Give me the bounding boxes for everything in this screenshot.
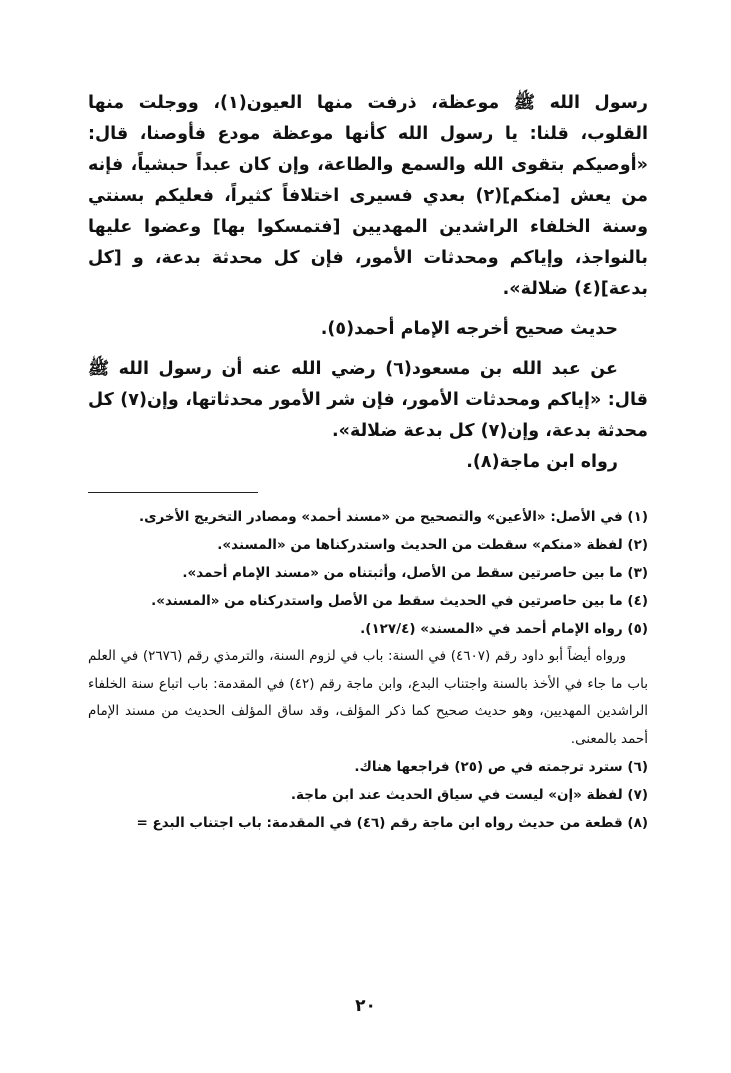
hadith-paragraph-2: عن عبد الله بن مسعود(٦) رضي الله عنه أن رسول الله ﷺ قال: «إياكم ومحدثات الأمور، فإن شر الأمور محدثاتها، وإن(٧) كل محدثة بدعة، وإن(٧) كل بدعة ضلالة». bbox=[88, 359, 649, 441]
footnote-7: (٧) لفظة «إن» ليست في سياق الحديث عند ابن ماجة. bbox=[290, 787, 648, 803]
footnote-1: (١) في الأصل: «الأعين» والتصحيح من «مسند أحمد» ومصادر التخريج الأخرى. bbox=[139, 509, 648, 525]
footnote-2: (٢) لفظة «منكم» سقطت من الحديث واستدركناها من «المسند». bbox=[217, 537, 648, 553]
footnote-separator bbox=[88, 492, 258, 493]
footnotes bbox=[88, 503, 648, 837]
footnote-5: (٥) رواه الإمام أحمد في «المسند» (١٢٧/٤). bbox=[360, 621, 648, 637]
page-body bbox=[88, 88, 648, 837]
footnote-6: (٦) سترد ترجمته في ص (٢٥) فراجعها هناك. bbox=[354, 759, 648, 775]
page-number: ٢٠ bbox=[355, 996, 376, 1016]
hadith-paragraph-1: رسول الله ﷺ موعظة، ذرفت منها العيون(١)، ووجلت منها القلوب، قلنا: يا رسول الله كأنها موعظة مودع فأوصنا، قال: «أوصيكم بتقوى الله والسمع والطاعة، وإن كان عبداً حبشياً، فإنه من يعش [منكم](٢) بعدي فسيرى اختلافاً كثيراً، فعليكم بسنتي وسنة الخلفاء الراشدين المهديين [فتمسكوا بها] وعضوا عليها بالنواجذ، وإياكم ومحدثات الأمور، فإن كل محدثة بدعة، و [كل بدعة](٤) ضلالة». bbox=[88, 93, 649, 299]
footnote-8: (٨) قطعة من حديث رواه ابن ماجة رقم (٤٦) في المقدمة: باب اجتناب البدع = bbox=[136, 815, 648, 831]
main-text bbox=[88, 88, 648, 478]
footnote-3: (٣) ما بين حاصرتين سقط من الأصل، وأثبتناه من «مسند الإمام أحمد». bbox=[182, 565, 648, 581]
footnote-5-detail: ورواه أيضاً أبو داود رقم (٤٦٠٧) في السنة: باب في لزوم السنة، والترمذي رقم (٢٦٧٦) في العلم باب ما جاء في الأخذ بالسنة واجتناب البدع، وابن ماجة رقم (٤٢) في المقدمة: باب اتباع سنة الخلفاء الراشدين المهديين، وهو حديث صحيح كما ذكر المؤلف، وقد ساق المؤلف الحديث من مسند الإمام أحمد بالمعنى. bbox=[88, 648, 648, 747]
hadith-source: رواه ابن ماجة(٨). bbox=[466, 452, 618, 472]
footnote-4: (٤) ما بين حاصرتين في الحديث سقط من الأصل واستدركناه من «المسند». bbox=[151, 593, 648, 609]
hadith-grading: حديث صحيح أخرجه الإمام أحمد(٥). bbox=[320, 319, 618, 339]
